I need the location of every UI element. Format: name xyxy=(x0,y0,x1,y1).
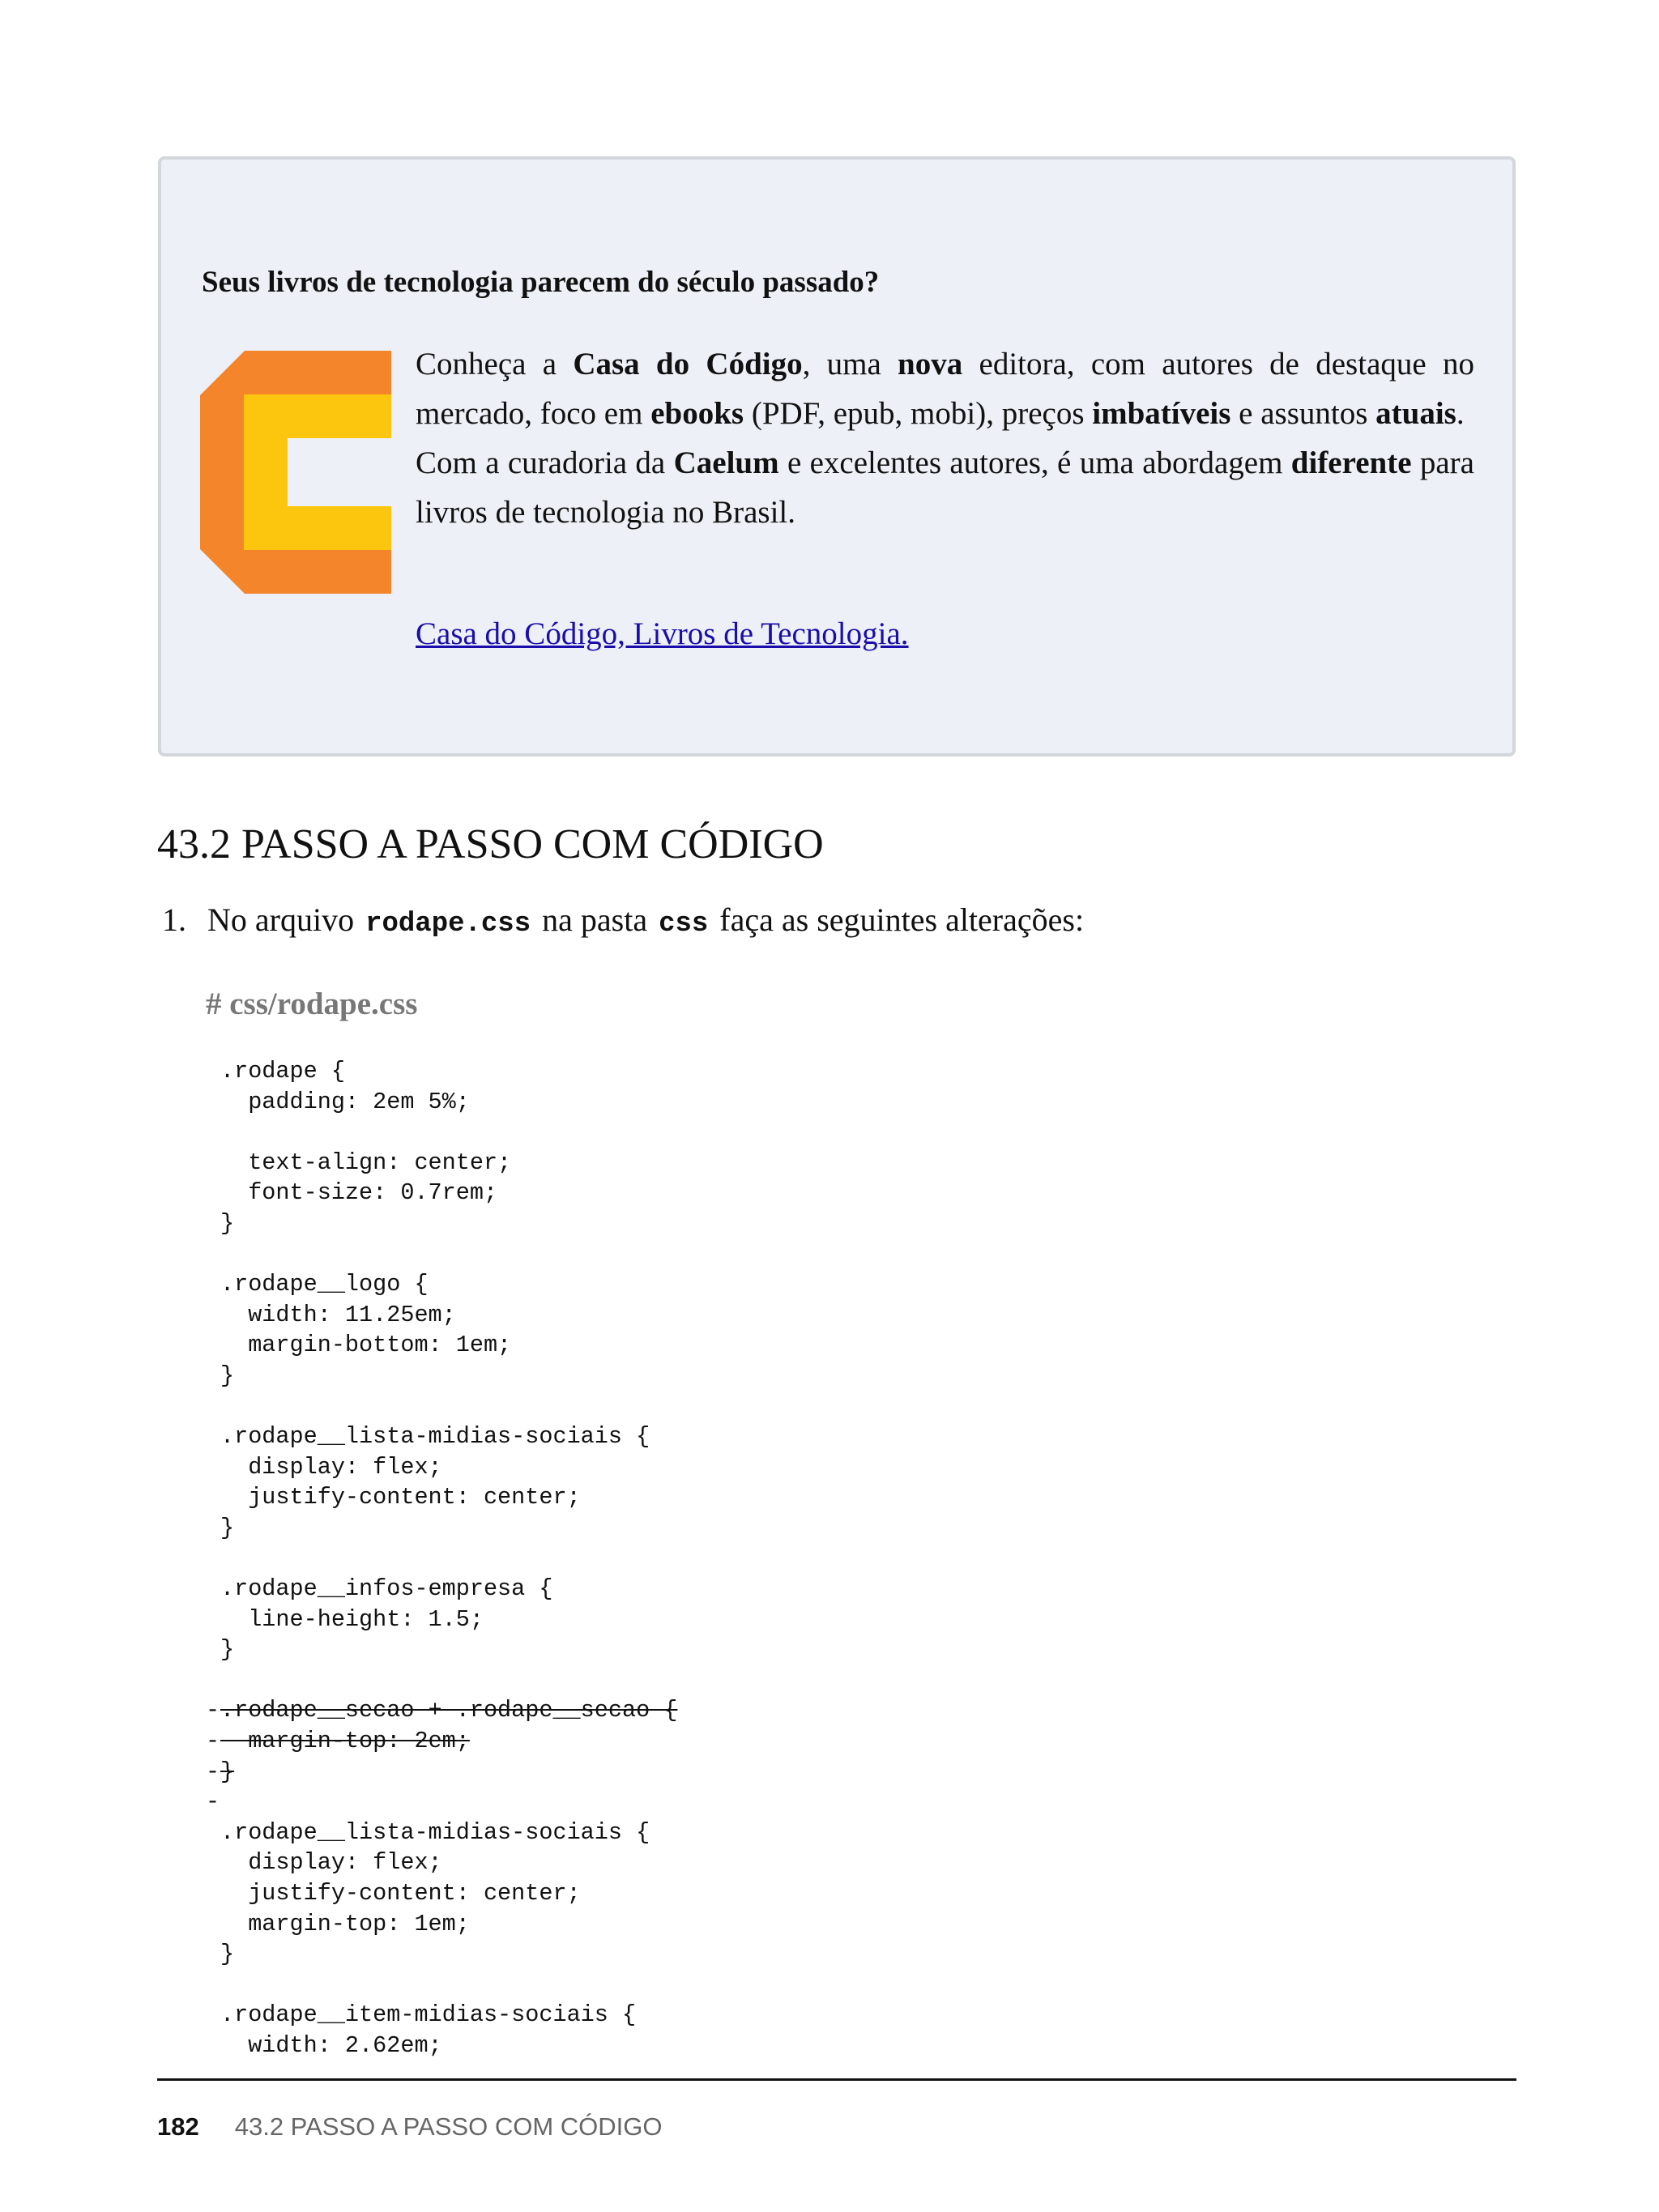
code-line xyxy=(220,1269,677,1300)
code-line xyxy=(220,1056,677,1087)
page-number: 182 xyxy=(157,2112,199,2141)
code-line-deleted xyxy=(206,1695,678,1726)
file-name: rodape.css xyxy=(365,909,531,940)
code-line xyxy=(220,1361,677,1392)
code-block xyxy=(206,1056,678,2061)
ad-text-segment: e assuntos xyxy=(1230,396,1376,431)
step-text-before: No arquivo xyxy=(207,901,355,938)
code-line-deleted xyxy=(206,1726,677,1757)
code-line-text: text-align: center; xyxy=(220,1149,512,1176)
code-line-text: } xyxy=(220,1636,235,1664)
code-line xyxy=(220,1939,677,1970)
code-line xyxy=(220,1392,677,1422)
code-line-text: display: flex; xyxy=(220,1849,442,1877)
step-1 xyxy=(162,896,1084,948)
ad-paragraph-1 xyxy=(416,339,1474,438)
code-line xyxy=(220,1117,677,1148)
code-line-text: width: 2.62em; xyxy=(220,2032,442,2059)
code-line-deleted xyxy=(206,1757,677,1788)
code-line xyxy=(220,1239,677,1270)
code-line-text: .rodape__infos-empresa { xyxy=(220,1575,553,1603)
code-line-text: padding: 2em 5%; xyxy=(220,1088,470,1115)
code-line xyxy=(220,1208,677,1239)
ad-text-segment: editora, com autores de destaque no mercado, foco em xyxy=(416,347,1474,431)
code-line xyxy=(220,1909,677,1940)
ad-text-segment: , uma xyxy=(802,347,898,381)
code-line xyxy=(220,1513,677,1544)
ad-text-segment: . xyxy=(1456,396,1465,431)
code-line xyxy=(220,1605,677,1635)
code-line-text: margin-bottom: 1em; xyxy=(220,1332,512,1359)
section-heading: 43.2 PASSO A PASSO COM CÓDIGO xyxy=(157,821,824,867)
code-line xyxy=(220,1087,677,1118)
code-line-text: .rodape__logo { xyxy=(220,1271,429,1298)
folder-name: css xyxy=(659,909,709,940)
code-line xyxy=(220,1665,677,1696)
diff-marker: - xyxy=(206,1788,220,1816)
code-line xyxy=(220,1300,677,1331)
code-line-text: } xyxy=(220,1758,235,1785)
code-line-text: .rodape__item-midias-sociais { xyxy=(220,2001,637,2029)
ad-paragraph-2 xyxy=(416,438,1474,537)
step-text-after: faça as seguintes alterações: xyxy=(719,901,1085,938)
code-line-text: display: flex; xyxy=(220,1453,442,1481)
ad-text-segment: para livros de tecnologia no Brasil. xyxy=(416,445,1474,530)
ad-text-segment: Conheça a xyxy=(416,347,574,381)
code-line xyxy=(220,2000,677,2031)
step-number: 1. xyxy=(162,901,186,938)
ad-text-segment: ebooks xyxy=(650,396,744,431)
ad-text-segment: Caelum xyxy=(673,445,779,480)
code-file-label: # css/rodape.css xyxy=(206,987,418,1021)
code-line xyxy=(220,1878,677,1909)
diff-marker: - xyxy=(206,1758,220,1785)
code-line-text: justify-content: center; xyxy=(220,1880,581,1907)
code-line xyxy=(220,1178,677,1208)
ad-text-segment: diferente xyxy=(1290,445,1412,480)
page-footer xyxy=(157,2112,662,2142)
ad-text-segment: Casa do Código xyxy=(573,347,803,381)
code-line xyxy=(206,1787,677,1818)
diff-marker: - xyxy=(206,1697,220,1724)
code-line-text: .rodape__secao + .rodape__secao { xyxy=(220,1697,678,1724)
code-line-text: margin-top: 1em; xyxy=(220,1910,470,1937)
casa-do-codigo-logo-icon xyxy=(200,351,391,594)
code-line xyxy=(220,1482,677,1513)
ad-text-segment: nova xyxy=(898,347,963,381)
code-line xyxy=(220,1848,677,1878)
diff-marker: - xyxy=(206,1728,220,1755)
ad-text-segment: e excelentes autores, é uma abordagem xyxy=(778,445,1291,480)
code-line xyxy=(220,1452,677,1483)
ad-text-segment: imbatíveis xyxy=(1092,396,1231,431)
code-line-text: justify-content: center; xyxy=(220,1484,581,1511)
ad-text-segment: (PDF, epub, mobi), preços xyxy=(744,396,1093,431)
code-line xyxy=(220,2031,677,2061)
code-line-text: .rodape__lista-midias-sociais { xyxy=(220,1423,650,1451)
code-line-text: width: 11.25em; xyxy=(220,1301,456,1328)
ad-title: Seus livros de tecnologia parecem do século passado? xyxy=(202,266,880,299)
code-line xyxy=(220,1544,677,1575)
code-line-text: .rodape__lista-midias-sociais { xyxy=(220,1818,650,1846)
code-line-text: } xyxy=(220,1362,235,1389)
code-line xyxy=(220,1634,677,1665)
step-text-middle: na pasta xyxy=(542,901,648,938)
code-line xyxy=(220,1330,677,1361)
ad-text-segment: Com a curadoria da xyxy=(416,445,674,480)
ad-text-segment: atuais xyxy=(1375,396,1456,431)
ad-description xyxy=(416,339,1474,537)
casa-do-codigo-link[interactable]: Casa do Código, Livros de Tecnologia. xyxy=(416,616,909,651)
code-line xyxy=(220,1970,677,2001)
code-line-text: } xyxy=(220,1209,235,1237)
advertisement-box xyxy=(158,156,1516,757)
code-line-text: } xyxy=(220,1514,235,1541)
code-line-text: font-size: 0.7rem; xyxy=(220,1179,498,1207)
code-line xyxy=(220,1574,677,1605)
code-line xyxy=(220,1148,677,1178)
code-line-text: line-height: 1.5; xyxy=(220,1605,484,1633)
code-line xyxy=(220,1818,677,1848)
footer-divider xyxy=(157,2078,1516,2081)
running-title: 43.2 PASSO A PASSO COM CÓDIGO xyxy=(234,2112,663,2141)
code-line xyxy=(220,1421,677,1452)
code-line-text: .rodape { xyxy=(220,1058,345,1085)
code-line-text: margin-top: 2em; xyxy=(220,1728,470,1755)
code-line-text: } xyxy=(220,1941,235,1968)
